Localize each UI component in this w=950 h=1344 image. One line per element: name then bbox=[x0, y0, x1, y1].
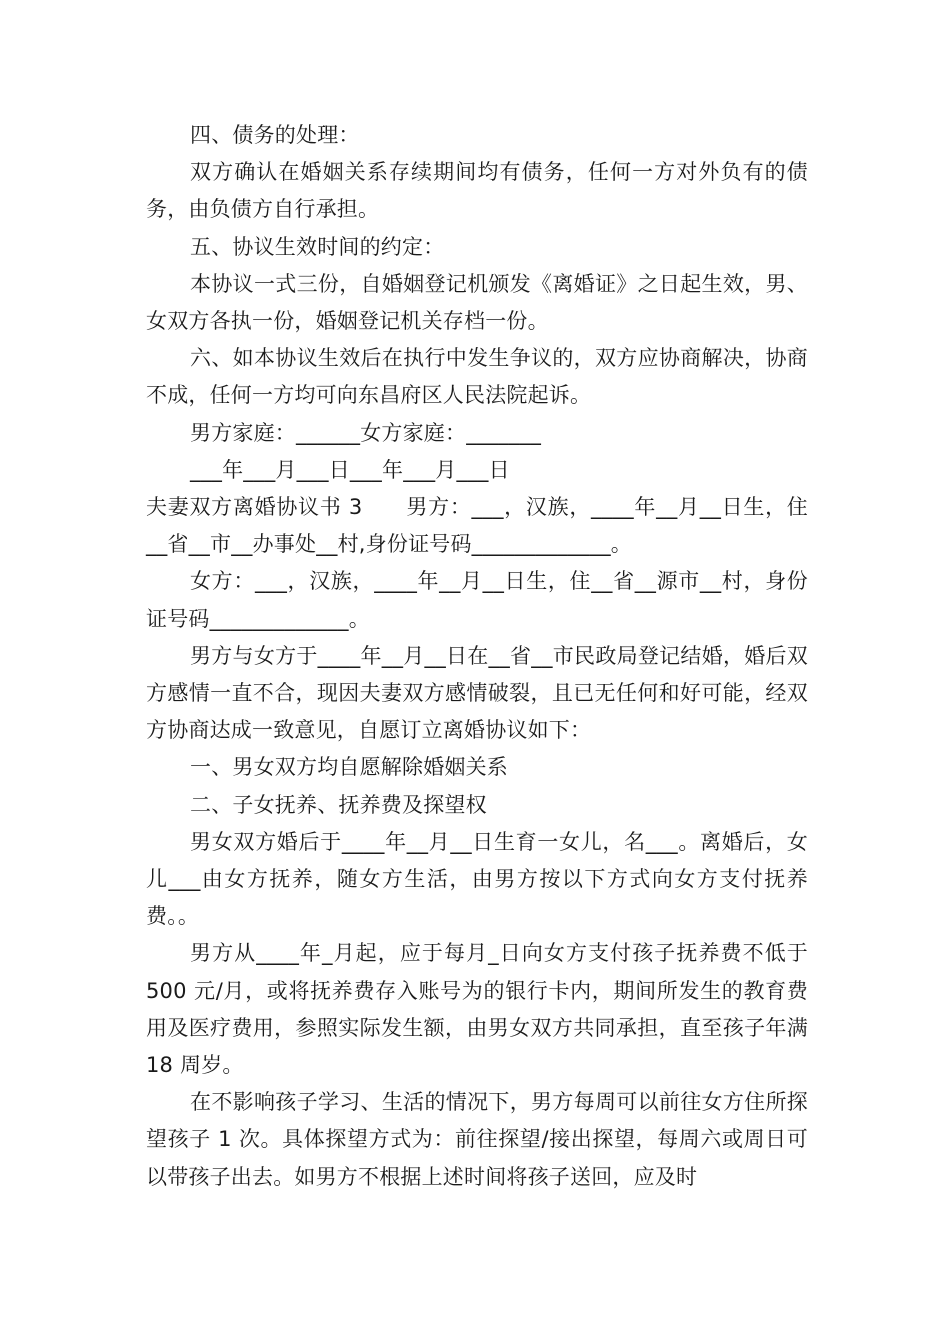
paragraph-visitation: 在不影响孩子学习、生活的情况下，男方每周可以前往女方住所探望孩子 1 次。具体探望方式为：前往探望/接出探望，每周六或周日可以带孩子出去。如男方不根据上述时间将孩子送回，应及时 bbox=[146, 1090, 808, 1189]
paragraph-family-signatures: 男方家庭：______女方家庭：_______ bbox=[190, 420, 542, 445]
paragraph-clause-1: 一、男女双方均自愿解除婚姻关系 bbox=[190, 755, 508, 780]
paragraph-signature-dates: ___年___月___日___年___月___日 bbox=[190, 457, 510, 482]
paragraph-effective-heading: 五、协议生效时间的约定： bbox=[190, 234, 445, 259]
paragraph-dispute-clause: 六、如本协议生效后在执行中发生争议的，双方应协商解决，协商不成，任何一方均可向东昌府区人民法院起诉。 bbox=[146, 346, 808, 408]
paragraph-child-support: 男方从____年_月起，应于每月_日向女方支付孩子抚养费不低于 500 元/月，或将抚养费存入账号为的银行卡内，期间所发生的教育费用及医疗费用，参照实际发生额，由男女双方共同承担，直至孩子年满 18 周岁。 bbox=[146, 941, 815, 1078]
paragraph-female-party: 女方：___，汉族，____年__月__日生，住__省__源市__村，身份证号码_____________。 bbox=[146, 569, 808, 631]
paragraph-clause-2-heading: 二、子女抚养、抚养费及探望权 bbox=[190, 792, 487, 817]
paragraph-debt-clause: 双方确认在婚姻关系存续期间均有债务，任何一方对外负有的债务，由负债方自行承担。 bbox=[146, 160, 808, 222]
paragraph-child-custody: 男女双方婚后于____年__月__日生育一女儿，名___。离婚后，女儿___由女方抚养，随女方生活，由男方按以下方式向女方支付抚养费。。 bbox=[146, 829, 808, 929]
paragraph-effective-clause: 本协议一式三份，自婚姻登记机颁发《离婚证》之日起生效，男、女双方各执一份，婚姻登记机关存档一份。 bbox=[146, 271, 808, 334]
paragraph-agreement-3-male-party: 夫妻双方离婚协议书 3 男方：___，汉族，____年__月__日生，住__省__市__办事处__村,身份证号码_____________。 bbox=[146, 495, 808, 557]
paragraph-marriage-background: 男方与女方于____年__月__日在__省__市民政局登记结婚，婚后双方感情一直不合，现因夫妻双方感情破裂，且已无任何和好可能，经双方协商达成一致意见，自愿订立离婚协议如下： bbox=[146, 643, 808, 743]
document-body bbox=[146, 117, 815, 1196]
paragraph-debt-heading: 四、债务的处理： bbox=[190, 123, 360, 147]
